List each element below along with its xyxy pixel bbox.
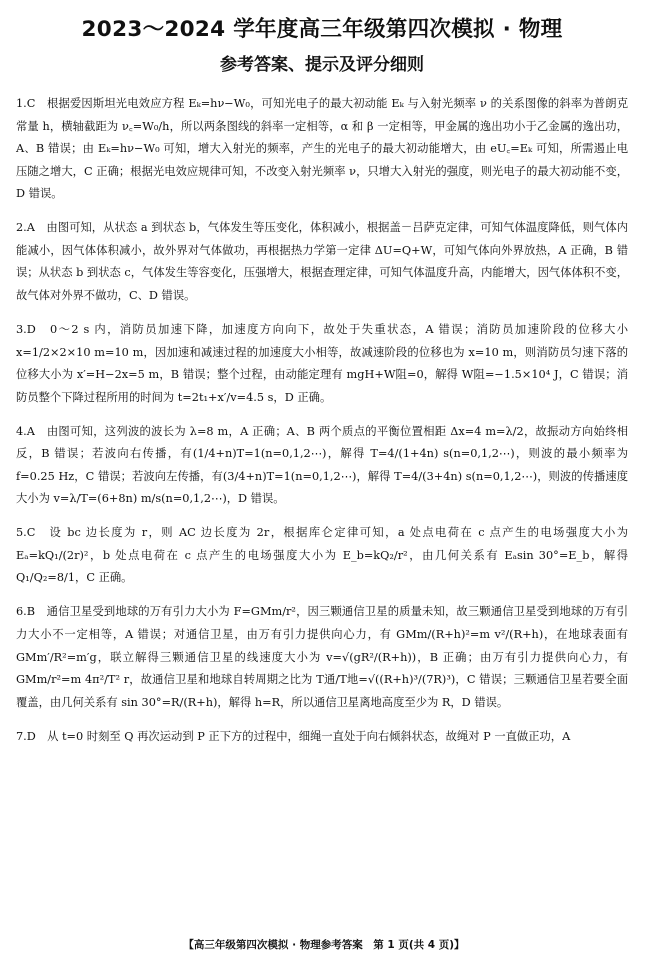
answer-item-2: 2.A 由图可知，从状态 a 到状态 b，气体发生等压变化，体积减小，根据盖－吕萨克定律，可知气体温度降低，则气体内能减小，因气体体积减小，故外界对气体做功，再根据热力学第一定律 ΔU=Q+W，可知气体向外界放热，A 正确，B 错误；从状态 b 到状态 c，气体发生等容变化，压强增大，根据查理定律，可知气体温度升高，内能增大，因气体体积不变，故气体对外界不做功，C、D 错误。 (16, 221, 628, 303)
answer-item-5: 5.C 设 bc 边长度为 r，则 AC 边长度为 2r，根据库仑定律可知，a 处点电荷在 c 点产生的电场强度大小为 Eₐ=kQ₁/(2r)²，b 处点电荷在 c 点产生的电场强度大小为 E_b=kQ₂/r²，由几何关系有 Eₐsin 30°=E_b，解得 Q₁/Q₂=8/1，C 正确。 (16, 526, 628, 585)
answer-item-3: 3.D 0～2 s 内，消防员加速下降，加速度方向向下，故处于失重状态，A 错误；消防员加速阶段的位移大小 x=1/2×2×10 m=10 m，因加速和减速过程的加速度大小相等，故减速阶段的位移也为 x=10 m，则消防员匀速下落的位移大小为 x′=H−2x=5 m，B 错误；整个过程，由动能定理有 mgH+W阻=0，解得 W阻=−1.5×10⁴ J，C 错误；消防员整个下降过程所用的时间为 t=2t₁+x′/v=4.5 s，D 正确。 (16, 322, 628, 404)
page-title: 2023～2024 学年度高三年级第四次模拟 · 物理 (81, 17, 563, 42)
answer-item-1: 1.C 根据爱因斯坦光电效应方程 Eₖ=hν−W₀，可知光电子的最大初动能 Eₖ 与入射光频率 ν 的关系图像的斜率为普朗克常量 h，横轴截距为 ν꜀=W₀/h，所以两条图线的斜率一定相等，α 和 β 一定相等，甲金属的逸出功小于乙金属的逸出功，A、B 错误；由 Eₖ=hν−W₀ 可知，增大入射光的频率，产生的光电子的最大初动能增大，由 eU꜀=Eₖ 可知，所需遏止电压随之增大，C 正确；根据光电效应规律可知，不改变入射光频率 ν，只增大入射光的强度，则光电子的最大初动能不变，D 错误。 (16, 97, 628, 201)
answer-item-6: 6.B 通信卫星受到地球的万有引力大小为 F=GMm/r²，因三颗通信卫星的质量未知，故三颗通信卫星受到地球的万有引力大小不一定相等，A 错误；对通信卫星，由万有引力提供向心力，有 GMm/(R+h)²=m v²/(R+h)，在地球表面有 GMm′/R²=m′g，联立解得三颗通信卫星的线速度大小为 v=√(gR²/(R+h))，B 正确；由万有引力提供向心力，有 GMm/r²=m 4π²/T² r，故通信卫星和地球自转周期之比为 T通/T地=√((R+h)³/(7R)³)，C 错误；三颗通信卫星若要全面覆盖，由几何关系有 sin 30°=R/(R+h)，解得 h=R，所以通信卫星离地高度至少为 R，D 错误。 (16, 605, 628, 709)
answer-list (16, 93, 628, 748)
page-footer: 【高三年级第四次模拟 · 物理参考答案 第 1 页(共 4 页)】 (183, 939, 465, 951)
answer-item-7: 7.D 从 t=0 时刻至 Q 再次运动到 P 正下方的过程中，细绳一直处于向右倾斜状态，故绳对 P 一直做正功，A (16, 729, 571, 743)
page-subtitle: 参考答案、提示及评分细则 (220, 55, 424, 75)
answer-item-4: 4.A 由图可知，这列波的波长为 λ=8 m，A 正确；A、B 两个质点的平衡位置相距 Δx=4 m=λ/2，故振动方向始终相反，B 错误；若波向右传播，有(1/4+n)T=1(n=0,1,2⋯)，解得 T=4/(1+4n) s(n=0,1,2⋯)，则波的最小频率为 f=0.25 Hz，C 错误；若波向左传播，有(3/4+n)T=1(n=0,1,2⋯)，解得 T=4/(3+4n) s(n=0,1,2⋯)，则波的传播速度大小为 v=λ/T=(6+8n) m/s(n=0,1,2⋯)，D 错误。 (16, 424, 628, 506)
